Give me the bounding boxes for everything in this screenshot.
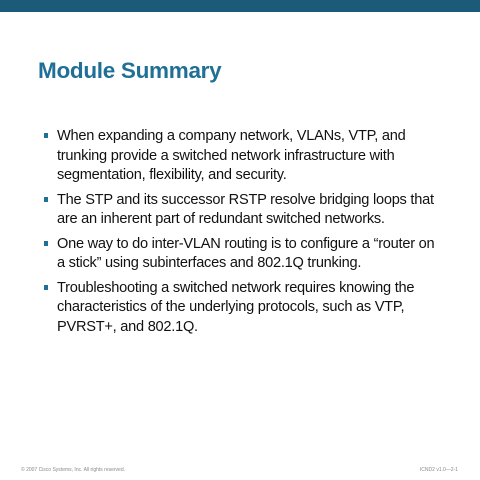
list-item — [44, 191, 444, 230]
bullet-text: When expanding a company network, VLANs, VTP, and trunking provide a switched network infrastructure with segmentation, flexibility, and security. — [57, 128, 406, 183]
bullet-list — [44, 127, 444, 342]
bullet-marker-icon — [44, 133, 48, 138]
bullet-marker-icon — [44, 197, 48, 202]
bullet-text: Troubleshooting a switched network requires knowing the characteristics of the underlying protocols, such as VTP, PVRST+, and 802.1Q. — [57, 279, 415, 335]
bullet-text: One way to do inter-VLAN routing is to configure a “router on a stick” using subinterfaces and 802.1Q trunking. — [57, 235, 435, 271]
list-item — [44, 235, 444, 274]
list-item — [44, 127, 444, 186]
bullet-text: The STP and its successor RSTP resolve bridging loops that are an inherent part of redundant switched networks. — [57, 191, 434, 227]
page-title: Module Summary — [38, 58, 222, 83]
list-item — [44, 279, 444, 338]
slide-number-footer: ICND2 v1.0—2-1 — [419, 467, 458, 473]
bullet-marker-icon — [44, 285, 48, 290]
header-bar — [0, 0, 480, 12]
copyright-footer: © 2007 Cisco Systems, Inc. All rights reserved. — [21, 467, 126, 473]
bullet-marker-icon — [44, 241, 48, 246]
